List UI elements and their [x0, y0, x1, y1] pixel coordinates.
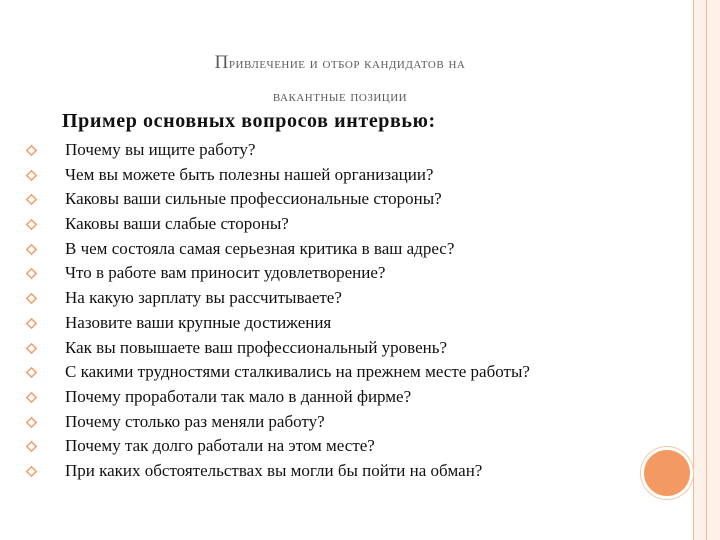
question-text: Что в работе вам приносит удовлетворение?: [65, 263, 386, 283]
hollow-diamond-bullet-icon: [26, 441, 37, 452]
hollow-diamond-bullet-icon: [26, 343, 37, 354]
question-text: Почему столько раз меняли работу?: [65, 411, 325, 431]
frame-line: [693, 0, 694, 540]
question-text: Почему вы ищите работу?: [65, 140, 256, 159]
question-text: С какими трудностями сталкивались на прежнем месте работы?: [65, 362, 530, 382]
hollow-diamond-bullet-icon: [26, 318, 37, 329]
hollow-diamond-bullet-icon: [26, 268, 37, 279]
hollow-diamond-bullet-icon: [26, 367, 37, 378]
title-line-2: вакантные позиции: [272, 89, 408, 105]
question-text: Чем вы можете быть полезны нашей организации?: [65, 164, 434, 184]
hollow-diamond-bullet-icon: [26, 145, 37, 156]
question-text: На какую зарплату вы рассчитываете?: [65, 288, 342, 308]
orange-circle-decoration: [641, 447, 693, 499]
hollow-diamond-bullet-icon: [26, 170, 37, 181]
question-text: Каковы ваши сильные профессиональные стороны?: [65, 189, 442, 209]
hollow-diamond-bullet-icon: [26, 466, 37, 477]
title-line-1-text: ривлечение и отбор кандидатов на: [228, 56, 466, 72]
hollow-diamond-bullet-icon: [26, 392, 37, 403]
hollow-diamond-bullet-icon: [26, 244, 37, 255]
hollow-diamond-bullet-icon: [26, 219, 37, 230]
frame-line: [706, 0, 707, 540]
title-line-1: [0, 46, 680, 81]
question-text: Как вы повышаете ваш профессиональный уровень?: [65, 337, 448, 357]
question-text: Почему проработали так мало в данной фирме?: [65, 386, 412, 406]
slide-title: [0, 46, 680, 114]
hollow-diamond-bullet-icon: [26, 417, 37, 428]
question-text: Почему так долго работали на этом месте?: [65, 436, 375, 456]
title-initial-cap: П: [214, 52, 229, 73]
question-text: В чем состояла самая серьезная критика в ваш адрес?: [65, 238, 455, 258]
slide-subtitle: Пример основных вопросов интервью:: [62, 110, 436, 132]
question-text: Назовите ваши крупные достижения: [65, 312, 332, 332]
hollow-diamond-bullet-icon: [26, 194, 37, 205]
hollow-diamond-bullet-icon: [26, 293, 37, 304]
question-text: При каких обстоятельствах вы могли бы пойти на обман?: [65, 460, 483, 480]
question-text: Каковы ваши слабые стороны?: [65, 214, 289, 234]
